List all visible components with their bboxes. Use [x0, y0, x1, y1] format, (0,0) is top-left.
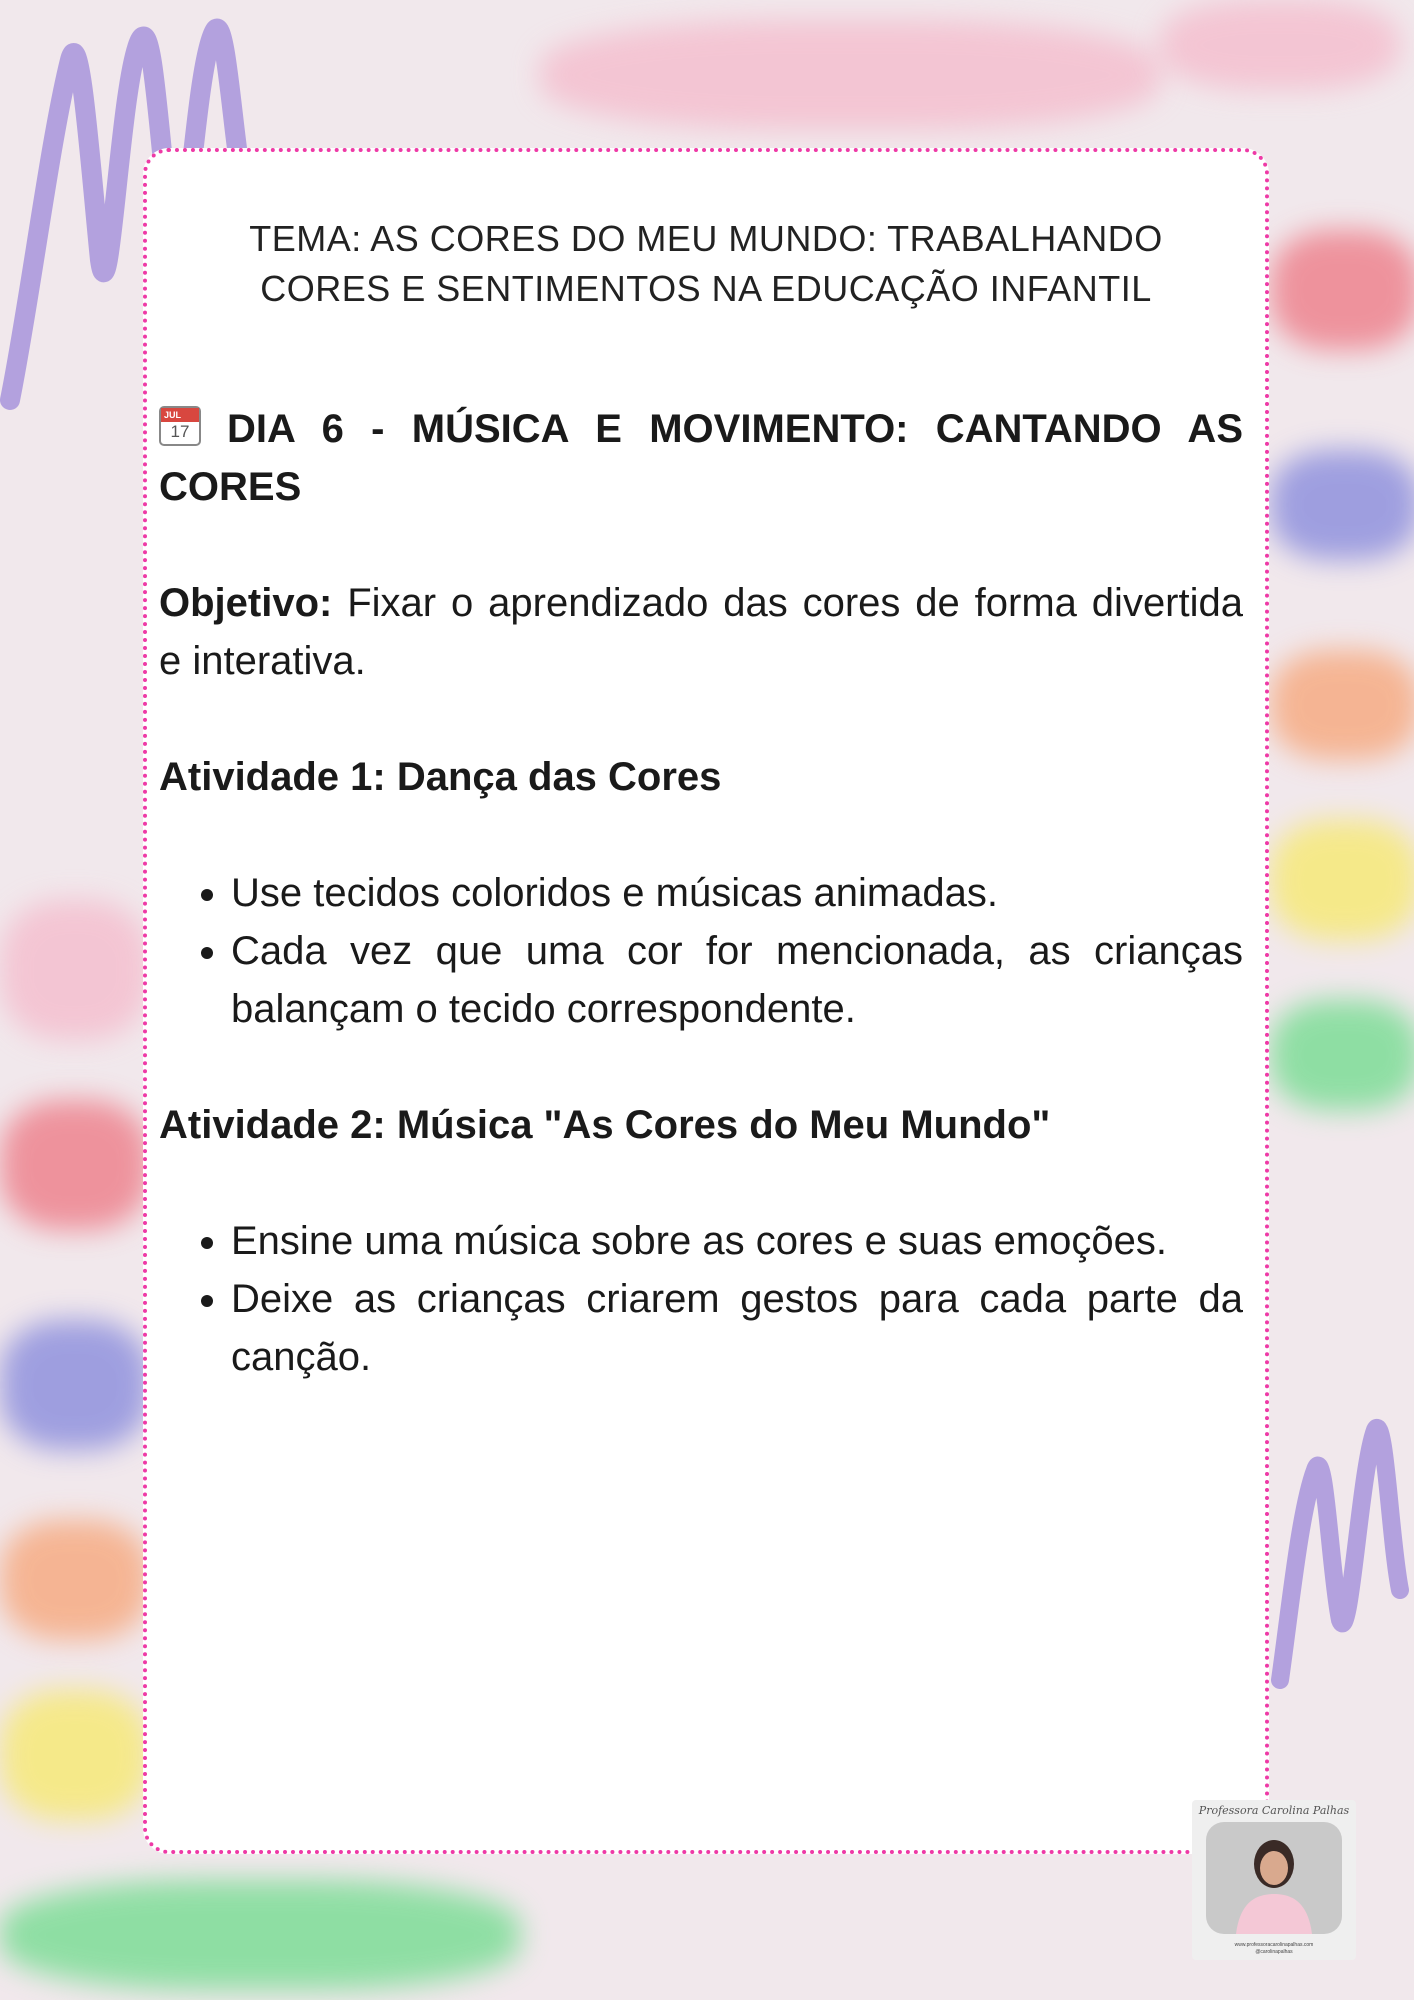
day-heading [159, 400, 1243, 516]
green-blot-right [1270, 1000, 1414, 1110]
calendar-month: JUL [161, 408, 199, 422]
yellow-blot-right [1270, 820, 1414, 940]
list-item: • Deixe as crianças criarem gestos para cada parte da canção. [231, 1270, 1243, 1386]
blue-blot-left [0, 1320, 150, 1450]
logo-script-text: Professora Carolina Palhas [1198, 1804, 1350, 1817]
objective-label: Objetivo: [159, 581, 333, 625]
pink-blot-top [540, 20, 1160, 130]
activity-2-list [159, 1212, 1243, 1386]
title-line-1: TEMA: AS CORES DO MEU MUNDO: TRABALHANDO [249, 218, 1163, 259]
page-title [187, 214, 1225, 314]
activity-2-title: Atividade 2: Música "As Cores do Meu Mundo" [159, 1103, 1051, 1147]
blue-blot-right [1270, 450, 1414, 560]
logo-website: www.professoracarolinapalhas.com [1234, 1942, 1314, 1948]
activity-1-title: Atividade 1: Dança das Cores [159, 755, 722, 799]
orange-blot-right [1270, 650, 1414, 760]
list-item: • Cada vez que uma cor for mencionada, as crianças balançam o tecido correspondente. [231, 922, 1243, 1038]
day-heading-text: DIA 6 - MÚSICA E MOVIMENTO: CANTANDO AS CORES [159, 407, 1243, 509]
list-item: • Use tecidos coloridos e músicas animadas. [231, 864, 1243, 922]
objective-text: Fixar o aprendizado das cores de forma divertida e interativa. [159, 581, 1243, 683]
teacher-photo [1206, 1822, 1342, 1934]
pink-blot-left [0, 900, 150, 1040]
content-card [143, 148, 1269, 1854]
red-blot-right [1270, 230, 1414, 350]
lesson-content [159, 400, 1243, 1386]
person-icon [1206, 1822, 1342, 1934]
logo-handle: @carolinapalhas [1255, 1949, 1293, 1955]
purple-scribble-bottom-right [1260, 1390, 1414, 1690]
activity-1-list [159, 864, 1243, 1038]
calendar-icon [159, 406, 201, 446]
pink-blot-top-right [1160, 0, 1400, 90]
title-line-2: CORES E SENTIMENTOS NA EDUCAÇÃO INFANTIL [260, 268, 1152, 309]
calendar-day: 17 [170, 422, 190, 441]
yellow-blot-left [0, 1690, 150, 1820]
teacher-logo [1192, 1800, 1356, 1960]
objective-paragraph [159, 574, 1243, 690]
logo-footer [1192, 1942, 1356, 1956]
list-item: • Ensine uma música sobre as cores e suas emoções. [231, 1212, 1243, 1270]
orange-blot-left [0, 1520, 150, 1640]
green-blot-bottom [0, 1880, 520, 1990]
red-blot-left [0, 1100, 150, 1230]
